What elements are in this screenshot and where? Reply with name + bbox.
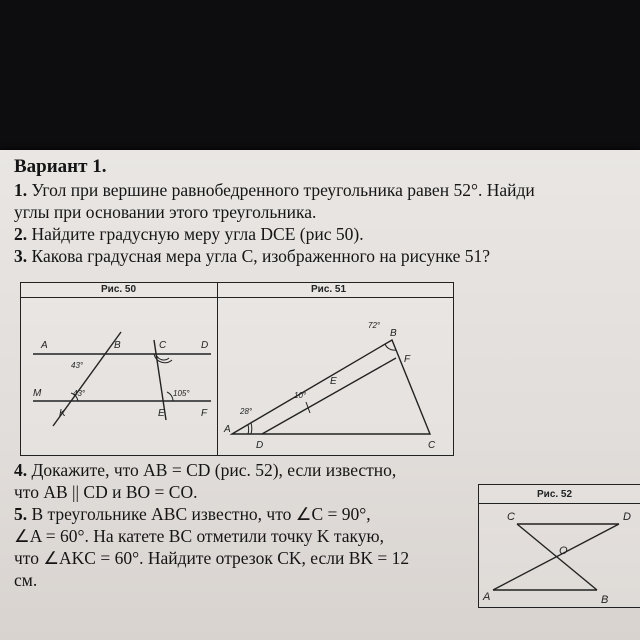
problem-3-text: Какова градусная мера угла C, изображенного на рисунке 51? — [31, 246, 491, 266]
problem-4-line-2: что AB || CD и BO = CO. — [14, 482, 198, 502]
angle-label-72: 72° — [368, 321, 381, 330]
label-K: K — [59, 408, 66, 419]
label-F: F — [404, 354, 411, 365]
label-C: C — [507, 511, 515, 523]
problem-3-number: 3. — [14, 246, 28, 266]
label-M: M — [33, 388, 42, 399]
label-A: A — [224, 424, 231, 435]
angle-label-105: 105° — [173, 389, 190, 398]
problem-4-number: 4. — [14, 460, 28, 480]
angle-arc-A — [248, 425, 249, 434]
label-C: C — [159, 340, 167, 351]
label-B: B — [114, 340, 121, 351]
segment-DA — [493, 524, 619, 590]
label-B: B — [601, 594, 609, 606]
variant-title: Вариант 1. — [14, 156, 107, 177]
label-A: A — [41, 340, 48, 351]
angle-label-28: 28° — [240, 407, 253, 416]
problem-5-line-2: ∠A = 60°. На катете BC отметили точку K такую, — [14, 526, 384, 546]
triangle-ABC — [232, 340, 430, 434]
fig50-caption: Рис. 50 — [101, 284, 137, 295]
problem-1-text: Угол при вершине равнобедренного треугольника равен 52°. Найди — [31, 180, 535, 200]
problem-4-text: Докажите, что AB = CD (рис. 52), если известно, — [31, 460, 397, 480]
problem-5-line-4: см. — [14, 570, 38, 590]
problem-5-number: 5. — [14, 504, 28, 524]
label-D: D — [201, 340, 209, 351]
angle-label-10: 10° — [294, 391, 307, 400]
figure-52 — [479, 504, 640, 606]
label-D: D — [623, 511, 631, 523]
segment-DF — [262, 358, 396, 434]
label-A: A — [483, 591, 491, 603]
problem-5-line-3: что ∠AKC = 60°. Найдите отрезок CK, если BK = 12 — [14, 548, 410, 568]
label-O: O — [559, 545, 568, 557]
problem-4-line-1 — [14, 460, 396, 481]
problem-2 — [14, 224, 364, 245]
problem-2-text: Найдите градусную меру угла DCE (рис 50). — [31, 224, 364, 244]
angle-arc-A-2 — [251, 423, 252, 434]
worksheet-page — [0, 150, 640, 640]
problem-5-line-1 — [14, 504, 371, 525]
problem-1-line-2: углы при основании этого треугольника. — [14, 202, 317, 222]
label-C: C — [428, 440, 436, 451]
problem-2-number: 2. — [14, 224, 28, 244]
problem-3 — [14, 246, 490, 267]
label-F: F — [201, 408, 208, 419]
fig51-caption: Рис. 51 — [311, 284, 347, 295]
figure-51 — [218, 298, 453, 454]
label-D: D — [256, 440, 264, 451]
problem-1-number: 1. — [14, 180, 28, 200]
label-E: E — [330, 376, 337, 387]
label-E: E — [158, 408, 165, 419]
problem-5-text: В треугольнике ABC известно, что ∠C = 90°, — [31, 504, 371, 524]
label-B: B — [390, 328, 397, 339]
angle-arc-C — [156, 354, 169, 360]
figure-52-box — [478, 484, 640, 608]
figure-50 — [21, 298, 217, 454]
figures-50-51-box — [20, 282, 454, 456]
problem-1-line-1 — [14, 180, 535, 201]
angle-label-43-top: 43° — [71, 361, 84, 370]
angle-label-43-bottom: 43° — [73, 389, 86, 398]
fig52-caption: Рис. 52 — [537, 489, 573, 500]
